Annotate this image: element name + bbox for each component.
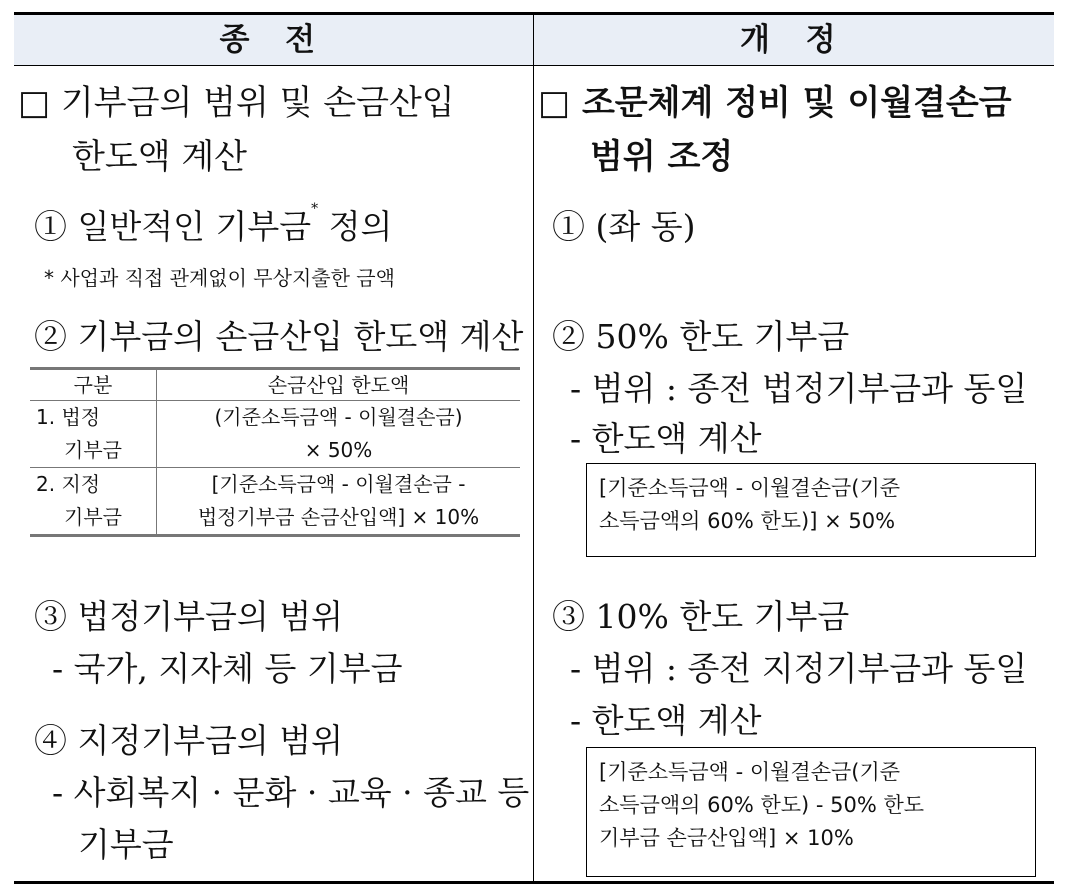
left-item4-sub-line1: - 사회복지 · 문화 · 교육 · 종교 등 bbox=[52, 773, 530, 812]
left-item1 bbox=[34, 201, 392, 248]
left-item4-sub-line2: 기부금 bbox=[78, 825, 174, 864]
formula-box-50-line1: [기준소득금액 - 이월결손금(기준 bbox=[599, 476, 901, 500]
header-before: 종 전 bbox=[219, 22, 328, 58]
comparison-table bbox=[14, 12, 1054, 884]
right-item3: ③ 10% 한도 기부금 bbox=[552, 597, 850, 636]
left-item1-text: ① 일반적인 기부금 bbox=[34, 207, 312, 246]
formula-box-10-line1: [기준소득금액 - 이월결손금(기준 bbox=[599, 760, 901, 784]
right-item2-sub2: - 한도액 계산 bbox=[570, 419, 762, 458]
left-item1-note: * 사업과 직접 관계없이 무상지출한 금액 bbox=[44, 266, 395, 290]
right-section-title-line1: □ 조문체계 정비 및 이월결손금 bbox=[538, 83, 1012, 123]
right-item3-sub2: - 한도액 계산 bbox=[570, 701, 762, 740]
row-value-line1: [기준소득금액 - 이월결손금 - bbox=[211, 472, 466, 496]
formula-box-10-line2: 소득금액의 60% 한도) - 50% 한도 bbox=[599, 793, 925, 817]
left-item2: ② 기부금의 손금산입 한도액 계산 bbox=[34, 317, 524, 356]
left-item3-sub: - 국가, 지자체 등 기부금 bbox=[52, 649, 403, 688]
left-item3: ③ 법정기부금의 범위 bbox=[34, 597, 344, 636]
row-value-line2: × 50% bbox=[304, 438, 373, 462]
right-item3-sub1: - 범위 : 종전 지정기부금과 동일 bbox=[570, 649, 1028, 688]
left-item4: ④ 지정기부금의 범위 bbox=[34, 721, 344, 760]
right-item1: ① (좌 동) bbox=[552, 207, 696, 246]
col-header-limit: 손금산입 한도액 bbox=[267, 373, 410, 397]
right-item2-sub1: - 범위 : 종전 법정기부금과 동일 bbox=[570, 369, 1028, 408]
table-row bbox=[30, 468, 520, 534]
formula-box-50-line2: 소득금액의 60% 한도)] × 50% bbox=[599, 509, 896, 533]
row-label-line1: 1. 법정 bbox=[36, 405, 101, 429]
row-label-line2: 기부금 bbox=[64, 438, 122, 462]
right-section-title-line2: 범위 조정 bbox=[590, 137, 734, 177]
table-header-row bbox=[14, 15, 1054, 66]
limit-calculation-table bbox=[30, 367, 520, 537]
row-label-line1: 2. 지정 bbox=[36, 472, 101, 496]
row-label-line2: 기부금 bbox=[64, 505, 122, 529]
column-divider bbox=[533, 15, 534, 881]
col-header-category: 구분 bbox=[73, 373, 113, 397]
right-item2: ② 50% 한도 기부금 bbox=[552, 317, 850, 356]
left-item1-tail: 정의 bbox=[318, 207, 393, 246]
header-after: 개 정 bbox=[740, 22, 848, 58]
formula-box-50 bbox=[586, 463, 1036, 557]
formula-box-10 bbox=[586, 747, 1036, 877]
formula-box-10-line3: 기부금 손금산입액] × 10% bbox=[599, 826, 854, 850]
row-value-line1: (기준소득금액 - 이월결손금) bbox=[214, 405, 463, 429]
left-section-title-line2: 한도액 계산 bbox=[72, 137, 248, 177]
left-section-title-line1: □ 기부금의 범위 및 손금산입 bbox=[18, 83, 455, 123]
table-row bbox=[30, 401, 520, 468]
row-value-line2: 법정기부금 손금산입액] × 10% bbox=[197, 505, 480, 529]
left-item1-footnote-mark: * bbox=[311, 201, 319, 217]
table-header bbox=[30, 370, 520, 401]
